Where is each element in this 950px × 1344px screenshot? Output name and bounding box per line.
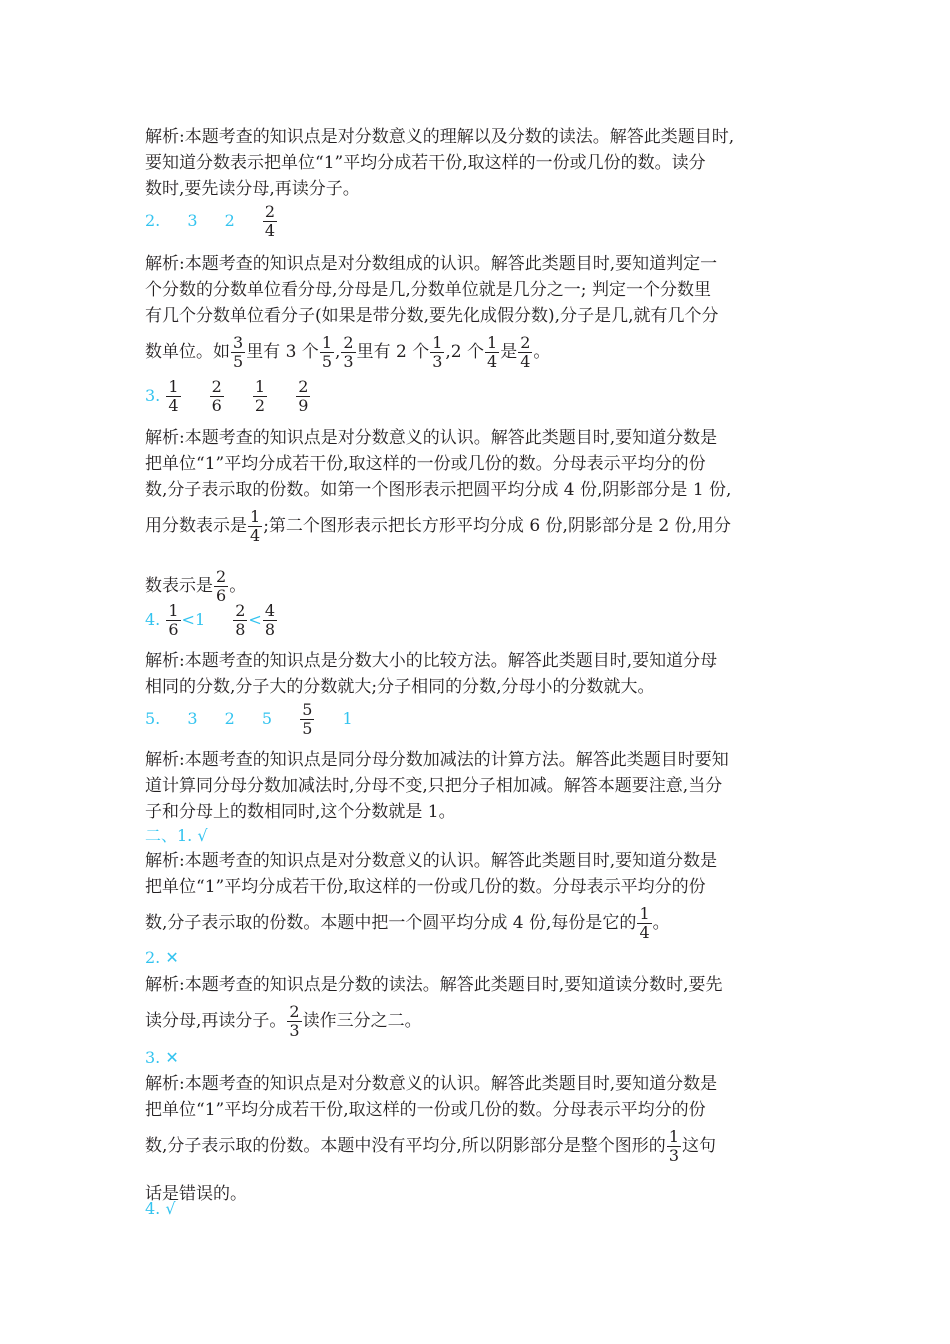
answer-value: 2 xyxy=(224,709,235,728)
answer-value: 2 xyxy=(224,211,235,230)
answer-label: 3. xyxy=(145,386,161,405)
comparison-sign: < xyxy=(248,610,262,629)
explanation-s2-q3 xyxy=(145,1071,810,1207)
text-line: 解析:本题考查的知识点是对分数意义的认识。解答此类题目时,要知道分数是 xyxy=(145,1074,718,1094)
text-line: 要知道分数表示把单位“1”平均分成若干份,取这样的一份或几份的数。读分 xyxy=(145,153,706,173)
text-line: 数单位。如 $\frac{3}{5}$ 里有 3 个 $\frac{1}{5}$ , $\frac{2}{3}$ 里有 2 个 $\frac{1}{3}$ ,2 个 $\frac{1}{4}$ 是 $\frac{2}{4}$ 。 xyxy=(145,333,551,371)
text-line: 解析:本题考查的知识点是对分数意义的理解以及分数的读法。解答此类题目时, xyxy=(145,127,735,147)
text-line: 读分母,再读分子。 $\frac{2}{3}$ 读作三分之二。 xyxy=(145,1002,422,1040)
text-line: 解析:本题考查的知识点是对分数意义的认识。解答此类题目时,要知道分数是 xyxy=(145,428,718,448)
text-line: 道计算同分母分数加减法时,分母不变,只把分子相加减。解答本题要注意,当分 xyxy=(145,776,723,796)
text-line: 解析:本题考查的知识点是对分数组成的认识。解答此类题目时,要知道判定一 xyxy=(145,254,718,274)
fraction: $\frac{3}{5}$ xyxy=(233,333,244,371)
fraction: $\frac{4}{8}$ xyxy=(264,601,276,639)
answer-value: 1 xyxy=(342,709,353,728)
explanation-s2-q2 xyxy=(145,972,810,1044)
comparison-sign: <1 xyxy=(181,610,206,629)
text-line: 话是错误的。 xyxy=(145,1184,247,1204)
explanation-s2-q1 xyxy=(145,848,810,946)
fraction: $\frac{2}{8}$ xyxy=(235,601,246,639)
answer-q5 xyxy=(145,701,353,738)
text-line: 相同的分数,分子大的分数就大;分子相同的分数,分母小的分数就大。 xyxy=(145,677,655,697)
fraction: $\frac{2}{3}$ xyxy=(343,333,354,371)
answer-q2 xyxy=(145,203,278,240)
text-line: 解析:本题考查的知识点是分数大小的比较方法。解答此类题目时,要知道分母 xyxy=(145,651,718,671)
text-line: 数表示是 $\frac{2}{6}$ 。 xyxy=(145,567,247,605)
fraction: $\frac{5}{5}$ xyxy=(302,700,313,738)
fraction: $\frac{1}{3}$ xyxy=(668,1127,679,1165)
fraction: $\frac{1}{3}$ xyxy=(432,333,443,371)
text-line: 解析:本题考查的知识点是同分母分数加减法的计算方法。解答此类题目时要知 xyxy=(145,750,729,770)
explanation-q5 xyxy=(145,747,810,825)
answer-label: 5. xyxy=(145,709,161,728)
fraction: $\frac{1}{4}$ xyxy=(250,507,261,545)
answer-value: 3 xyxy=(187,709,198,728)
explanation-q4 xyxy=(145,648,810,700)
text-line: 把单位“1”平均分成若干份,取这样的一份或几份的数。分母表示平均分的份 xyxy=(145,454,706,474)
text-line: 个分数的分数单位看分母,分母是几,分数单位就是几分之一; 判定一个分数里 xyxy=(145,280,711,300)
text-line: 数,分子表示取的份数。本题中把一个圆平均分成 4 份,每份是它的 $\frac{1}{4}$ 。 xyxy=(145,904,670,942)
text-line: 解析:本题考查的知识点是对分数意义的认识。解答此类题目时,要知道分数是 xyxy=(145,851,718,871)
explanation-q3 xyxy=(145,425,810,609)
answer-q4 xyxy=(145,602,278,639)
fraction: $\frac{2}{3}$ xyxy=(289,1002,300,1040)
answer-value: 5 xyxy=(261,709,273,728)
text-line: 把单位“1”平均分成若干份,取这样的一份或几份的数。分母表示平均分的份 xyxy=(145,1100,706,1120)
fraction: $\frac{1}{4}$ xyxy=(168,377,179,415)
text-line: 数时,要先读分母,再读分子。 xyxy=(145,179,360,199)
explanation-q2 xyxy=(145,251,810,375)
text-line: 把单位“1”平均分成若干份,取这样的一份或几份的数。分母表示平均分的份 xyxy=(145,877,706,897)
fraction: $\frac{1}{5}$ xyxy=(321,333,332,371)
answer-label: 4. xyxy=(145,610,161,629)
text-line: 数,分子表示取的份数。本题中没有平均分,所以阴影部分是整个图形的 $\frac{1}{3}$ 这句 xyxy=(145,1127,716,1165)
text-line: 解析:本题考查的知识点是分数的读法。解答此类题目时,要知道读分数时,要先 xyxy=(145,975,723,995)
text-line: 用分数表示是 $\frac{1}{4}$ ;第二个图形表示把长方形平均分成 6 份,阴影部分是 2 份,用分 xyxy=(145,507,731,545)
answer-s2-q3: 3. ✕ xyxy=(145,1048,179,1067)
text-line: 子和分母上的数相同时,这个分数就是 1。 xyxy=(145,802,456,822)
fraction: $\frac{2}{6}$ xyxy=(211,377,222,415)
fraction: $\frac{1}{2}$ xyxy=(254,377,266,415)
fraction: $\frac{1}{4}$ xyxy=(639,904,650,942)
answer-s2-q2: 2. ✕ xyxy=(145,948,179,967)
fraction: $\frac{2}{4}$ xyxy=(264,202,276,240)
fraction: $\frac{2}{6}$ xyxy=(216,567,227,605)
explanation-q1 xyxy=(145,124,810,202)
fraction: $\frac{2}{4}$ xyxy=(520,333,531,371)
text-line: 有几个分数单位看分子(如果是带分数,要先化成假分数),分子是几,就有几个分 xyxy=(145,306,719,326)
answer-label: 2. xyxy=(145,211,161,230)
answer-q3 xyxy=(145,378,311,415)
answer-s2-q4: 4. √ xyxy=(145,1199,176,1218)
fraction: $\frac{1}{6}$ xyxy=(168,601,179,639)
fraction: $\frac{1}{4}$ xyxy=(487,333,498,371)
text-line: 数,分子表示取的份数。如第一个图形表示把圆平均分成 4 份,阴影部分是 1 份, xyxy=(145,480,732,500)
answer-value: 3 xyxy=(187,211,198,230)
answer-s2-q1: 二、1. √ xyxy=(145,826,208,845)
fraction: $\frac{2}{9}$ xyxy=(298,377,309,415)
